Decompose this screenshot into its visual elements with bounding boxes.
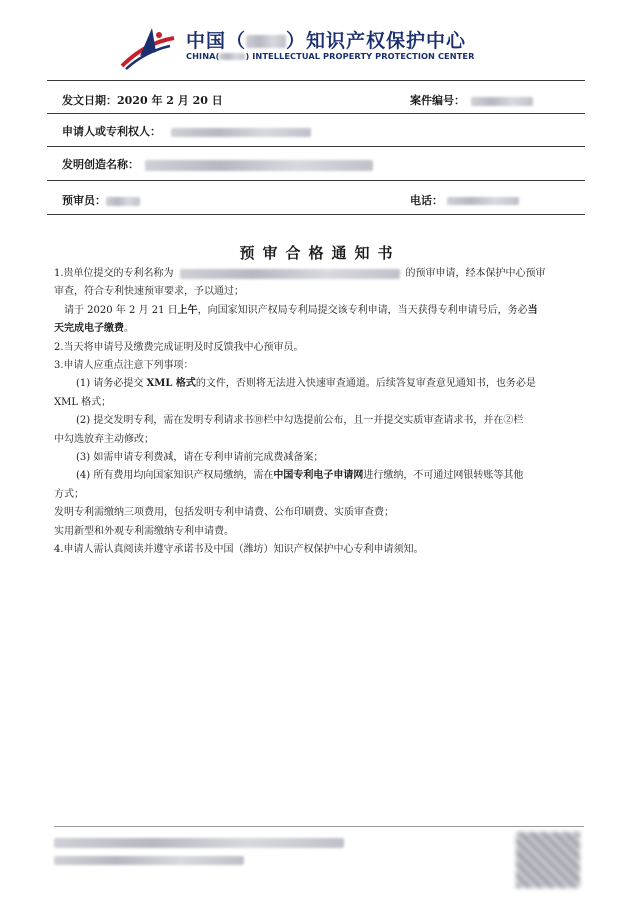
redacted-examiner (106, 197, 140, 206)
redacted-case-number (471, 97, 533, 106)
item-3-4: (4) 所有费用均向国家知识产权局缴纳，需在中国专利电子申请网进行缴纳，不可通过网银转账等其他 (76, 470, 524, 482)
issue-date: 发文日期：2020 年 2 月 20 日 (62, 94, 223, 107)
logo-icon (118, 22, 178, 72)
item-3-4-cont: 方式； (54, 488, 84, 500)
org-name-cn: 中国（ ）知识产权保护中心 (186, 30, 467, 52)
paragraph-1-deadline-cont: 天完成电子缴费。 (54, 323, 134, 335)
paragraph-1-cont: 审查，符合专利快速预审要求，予以通过； (54, 286, 244, 298)
case-number: 案件编号： (410, 92, 533, 108)
redacted-footer-line-2 (54, 856, 244, 865)
examiner: 预审员： (62, 192, 140, 208)
notice-body (54, 265, 594, 560)
redacted-applicant (171, 128, 311, 137)
paragraph-4: 4.申请人需认真阅读并遵守承诺书及中国（潍坊）知识产权保护中心专利申请须知。 (54, 544, 424, 556)
redacted-org-name-en (219, 53, 245, 60)
paragraph-1-deadline: 请于 2020 年 2 月 21 日上午，向国家知识产权局专利局提交该专利申请，当天获得专利申请号后，务必当 (64, 304, 538, 316)
redacted-org-name (246, 35, 286, 48)
item-3-3: (3) 如需申请专利费减，请在专利申请前完成费减备案； (76, 452, 324, 464)
item-3-2: (2) 提交发明专利，需在发明专利请求书⑩栏中勾选提前公布，且一并提交实质审查请求书，并在②栏 (76, 415, 524, 427)
phone: 电话： (410, 192, 519, 208)
divider (47, 80, 585, 81)
org-name-en: CHINA( ) INTELLECTUAL PROPERTY PROTECTION CENTER (186, 51, 475, 61)
divider (47, 180, 585, 181)
redacted-invention-name (145, 160, 373, 171)
footer-divider (54, 826, 584, 827)
paragraph-3: 3.申请人应重点注意下列事项： (54, 360, 194, 372)
fee-note-utility: 实用新型和外观专利需缴纳专利申请费。 (54, 525, 234, 537)
redacted-patent-name (180, 269, 400, 279)
item-3-1-cont: XML 格式； (54, 396, 112, 408)
fee-note-invention: 发明专利需缴纳三项费用，包括发明专利申请费、公布印刷费、实质审查费； (54, 507, 394, 519)
redacted-phone (447, 197, 519, 205)
divider (47, 214, 585, 215)
letterhead (118, 22, 518, 74)
item-3-2-cont: 中勾选放弃主动修改； (54, 433, 154, 445)
document-title: 预审合格通知书 (239, 244, 401, 262)
redacted-footer-line-1 (54, 838, 344, 848)
paragraph-2: 2.当天将申请号及缴费完成证明及时反馈我中心预审员。 (54, 341, 304, 353)
divider (47, 146, 585, 147)
invention-name: 发明创造名称： (62, 156, 373, 172)
divider (47, 113, 585, 114)
paragraph-1: 1.贵单位提交的专利名称为 的预审申请，经本保护中心预审 (54, 268, 546, 279)
applicant: 申请人或专利权人： (62, 123, 311, 139)
qr-code-icon (516, 832, 580, 888)
item-3-1: (1) 请务必提交 XML 格式的文件，否则将无法进入快速审查通道。后续答复审查意见通知书，也务必是 (76, 378, 536, 390)
